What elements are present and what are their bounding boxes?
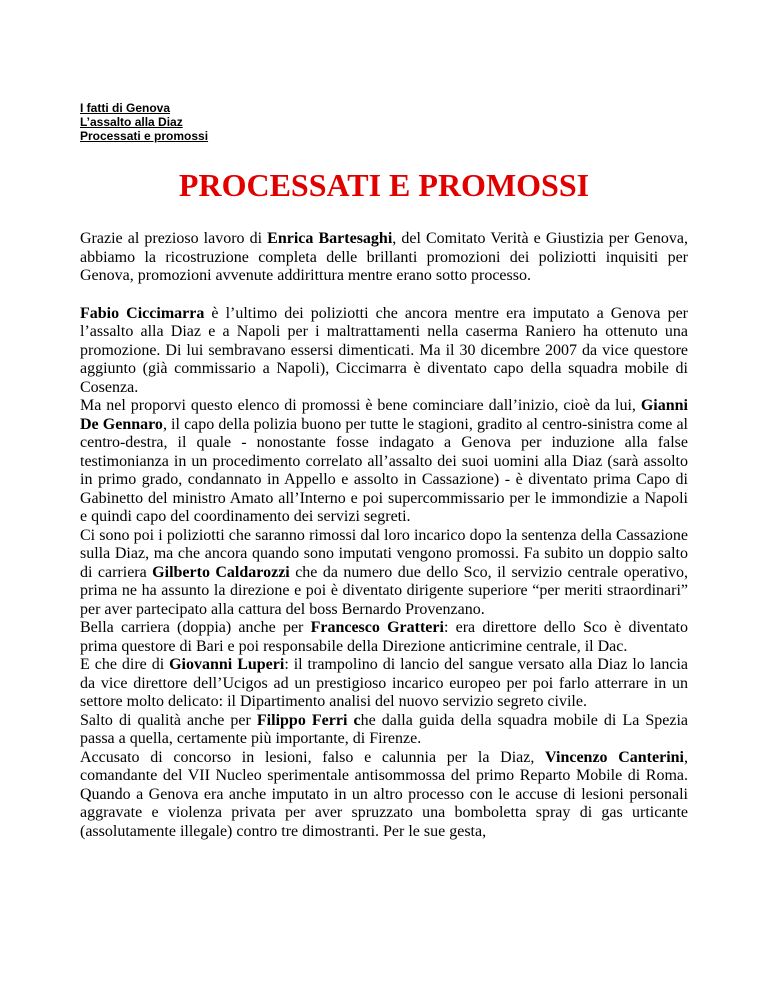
person-name: Vincenzo Canterini	[545, 748, 685, 766]
paragraph-de-gennaro	[80, 397, 688, 527]
person-name: Giovanni Luperi	[169, 656, 285, 673]
person-name: Gianni De Gennaro	[80, 397, 688, 433]
text-run: Grazie al prezioso lavoro di	[80, 230, 268, 247]
person-name: Filippo Ferri c	[256, 711, 361, 729]
page-title: PROCESSATI E PROMOSSI	[178, 167, 590, 203]
paragraph-ferri	[80, 712, 688, 749]
text-run: E che dire di	[80, 656, 170, 673]
text-run: Bella carriera (doppia) anche per	[80, 619, 311, 636]
article-body	[80, 230, 688, 841]
breadcrumb-link-processati-promossi[interactable]: Processati e promossi	[80, 129, 209, 143]
text-run: , il capo della polizia buono per tutte le stagioni, gradito al centro-sinistra come al centro-destra, il quale - nonostante fosse indagato a Genova per induzione alla false testimonianza in un procedimento correlato all’assalto dei suoi uomini alla Diaz (sarà assolto in primo grado, condannato in Appello e assolto in Cassazione) - è diventato prima Capo di Gabinetto del ministro Amato all’Interno e poi supercommissario per le immondizie a Napoli e quindi capo del coordinamento dei servizi segreti.	[80, 415, 689, 525]
paragraph-canterini	[80, 749, 688, 842]
breadcrumb-link-fatti-genova[interactable]: I fatti di Genova	[80, 101, 171, 115]
text-run: : il trampolino di lancio del sangue versato alla Diaz lo lancia da vice direttore dell’Ucigos ad un prestigioso incarico europeo per poi farlo atterrare in un settore molto delicato: il Dipartimento analisi del nuovo servizio segreto civile.	[80, 656, 688, 710]
text-run: , del Comitato Verità e Giustizia per Genova, abbiamo la ricostruzione completa delle brillanti promozioni dei poliziotti inquisiti per Genova, promozioni avvenute addirittura mentre erano sotto processo.	[80, 230, 688, 284]
text-run: Ci sono poi i poliziotti che saranno rimossi dal loro incarico dopo la sentenza della Cassazione sulla Diaz, ma che ancora quando sono imputati vengono promossi. Fa subito un doppio salto di carriera	[80, 526, 688, 581]
breadcrumb-link-assalto-diaz[interactable]: L’assalto alla Diaz	[80, 115, 183, 129]
paragraph-ciccimarra	[80, 305, 688, 398]
breadcrumb	[80, 101, 208, 143]
person-name: Francesco Gratteri	[310, 619, 444, 636]
text-run: è l’ultimo dei poliziotti che ancora mentre era imputato a Genova per l’assalto alla Diaz e a Napoli per i maltrattamenti nella caserma Raniero ha ottenuto una promozione. Di lui sembravano essersi dimenticati. Ma il 30 dicembre 2007 da vice questore aggiunto (già commissario a Napoli), Ciccimarra è diventato capo della squadra mobile di Cosenza.	[80, 304, 689, 396]
text-run: Salto di qualità anche per	[80, 711, 257, 729]
person-name: Fabio Ciccimarra	[80, 304, 205, 322]
person-name: Gilberto Caldarozzi	[152, 563, 290, 581]
paragraph-caldarozzi	[80, 527, 688, 620]
text-run: he dalla guida della squadra mobile di La Spezia passa a quella, certamente più importante, di Firenze.	[80, 711, 689, 747]
text-run: , comandante del VII Nucleo sperimentale antisommossa del primo Reparto Mobile di Roma. Quando a Genova era anche imputato in un altro processo con le accuse di lesioni personali aggravate e violenza privata per aver spruzzato una bomboletta spray di gas urticante (assolutamente illegale) contro tre dimostranti. Per le sue gesta,	[80, 748, 689, 840]
text-run: che da numero due dello Sco, il servizio centrale operativo, prima ne ha assunto la direzione e poi è diventato dirigente superiore “per meriti straordinari” per aver partecipato alla cattura del boss Bernardo Provenzano.	[80, 563, 689, 618]
person-name: Enrica Bartesaghi	[267, 230, 393, 247]
paragraph-luperi	[80, 656, 688, 712]
paragraph-gratteri	[80, 619, 688, 656]
text-run: Accusato di concorso in lesioni, falso e calunnia per la Diaz,	[80, 748, 546, 766]
text-run: Ma nel proporvi questo elenco di promossi è bene cominciare dall’inizio, cioè da lui,	[80, 397, 641, 414]
paragraph-intro	[80, 230, 688, 286]
text-run: : era direttore dello Sco è diventato prima questore di Bari e poi responsabile della Direzione anticrimine centrale, il Dac.	[80, 619, 688, 655]
